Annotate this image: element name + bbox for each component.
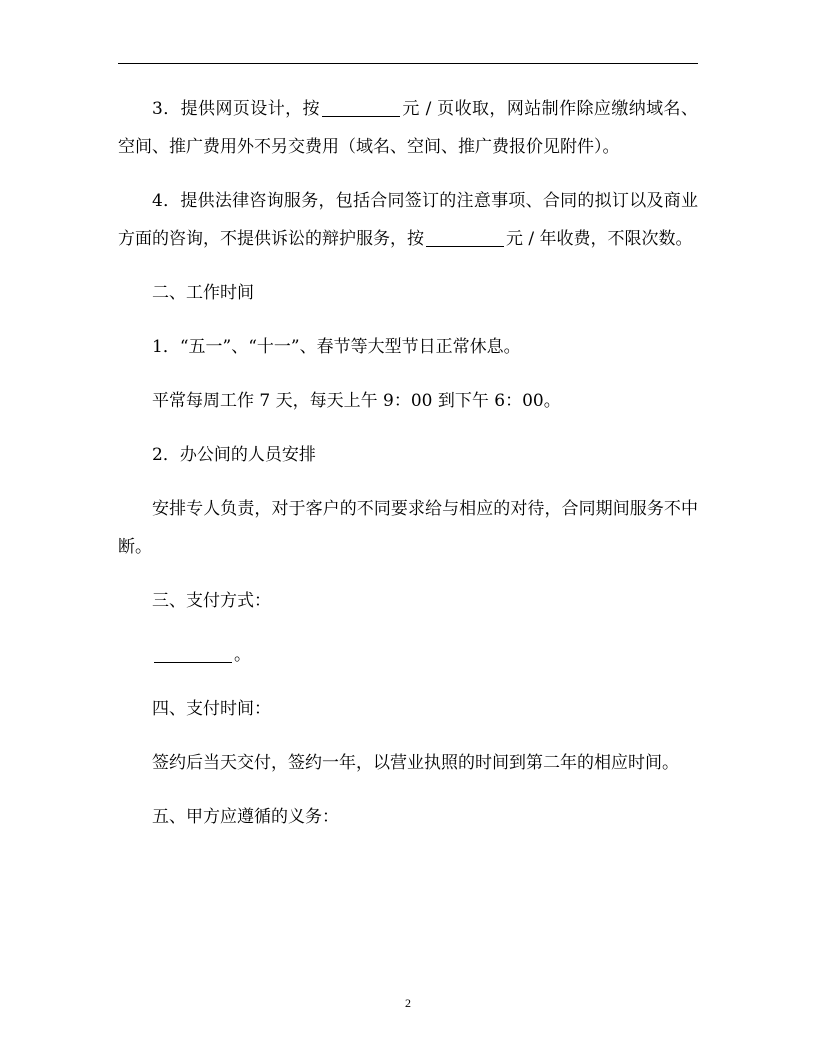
section-heading-party-a-obligations: 五、甲方应遵循的义务： — [152, 807, 339, 827]
paragraph-payment-time: 签约后当天交付，签约一年，以营业执照的时间到第二年的相应时间。 — [152, 753, 679, 773]
document-body — [118, 90, 698, 852]
section-heading-payment-method: 三、支付方式： — [152, 591, 271, 611]
paragraph-text: 。 — [234, 645, 251, 665]
paragraph-text: 4．提供法律咨询服务，包括合同签订的注意事项、合同的拟订以及商业方面的咨询，不提供诉讼的辩护服务，按 — [118, 191, 698, 249]
paragraph-web-design-fee — [118, 90, 698, 166]
paragraph-holidays: 1．“五一”、“十一”、春节等大型节日正常休息。 — [152, 337, 521, 357]
paragraph-text: 元 / 年收费，不限次数。 — [506, 229, 693, 249]
paragraph-staff-arrangement: 安排专人负责，对于客户的不同要求给与相应的对待，合同期间服务不中断。 — [118, 499, 698, 557]
fill-in-blank — [426, 229, 504, 247]
page-number: 2 — [405, 996, 411, 1010]
fill-in-blank — [322, 99, 400, 117]
paragraph-working-hours: 平常每周工作 7 天，每天上午 9：00 到下午 6：00。 — [152, 391, 561, 411]
paragraph-legal-consulting — [118, 182, 698, 258]
paragraph-staff-heading: 2．办公间的人员安排 — [152, 445, 316, 465]
paragraph-payment-method-blank — [118, 636, 698, 674]
section-heading-work-time: 二、工作时间 — [152, 283, 254, 303]
paragraph-text: 3．提供网页设计，按 — [152, 99, 320, 119]
fill-in-blank — [154, 645, 232, 663]
paragraph-text: 元 / 页收取，网站制作除应缴纳域名、空间、推广费用外不另交费用（域名、空间、推广费报价见附件）。 — [118, 99, 698, 157]
header-rule — [118, 63, 698, 64]
section-heading-payment-time: 四、支付时间： — [152, 699, 271, 719]
